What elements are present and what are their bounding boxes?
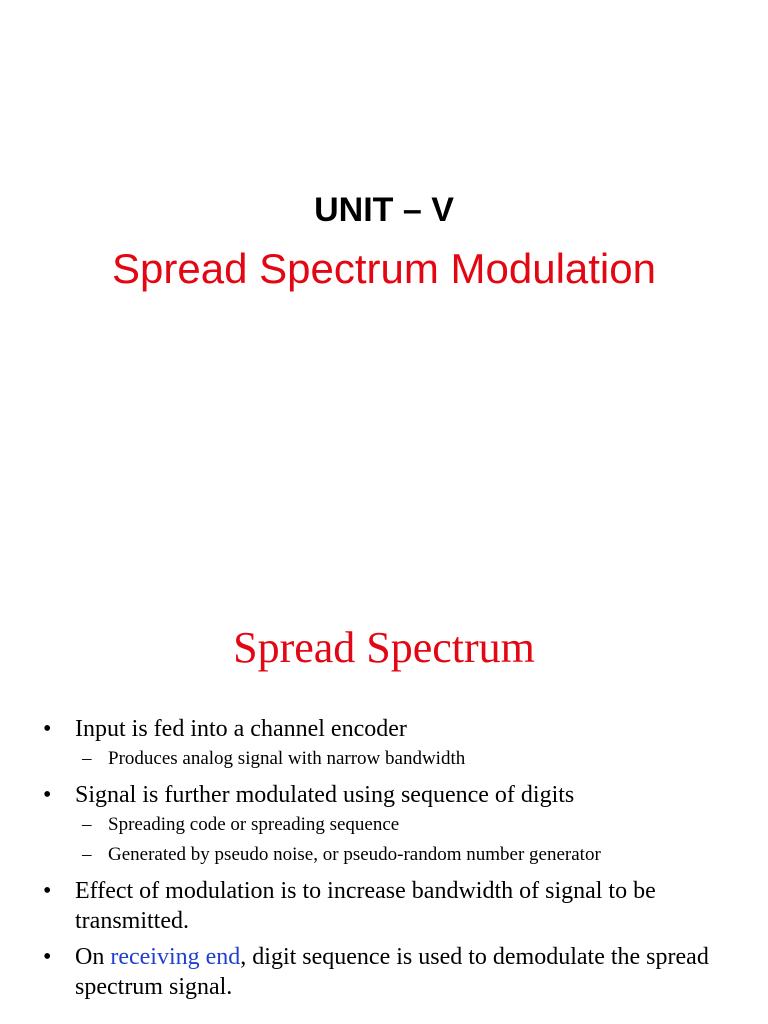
slide-title: Spread Spectrum <box>233 623 535 672</box>
receiving-end-link[interactable]: receiving end <box>110 944 241 970</box>
sub-bullet-item <box>0 810 768 840</box>
bullet-text-suffix: , digit sequence is used to demodulate the spread spectrum signal. <box>75 944 709 1000</box>
sub-bullet-item <box>0 840 768 870</box>
sub-bullet-item <box>0 744 768 774</box>
bullet-item <box>0 942 768 1002</box>
sub-bullet-text: Produces analog signal with narrow bandwidth <box>108 748 466 769</box>
unit-heading: UNIT – V <box>314 191 454 229</box>
dash-icon: – <box>82 844 92 865</box>
bullet-item <box>0 876 768 936</box>
bullet-icon: • <box>43 878 52 904</box>
bullet-item <box>0 780 768 810</box>
slide-title: Spread Spectrum Modulation <box>112 245 656 292</box>
bullet-text-prefix: On <box>75 944 111 970</box>
bullet-icon: • <box>43 716 52 742</box>
bullet-text: Signal is further modulated using sequence of digits <box>75 782 575 808</box>
bullet-icon: • <box>43 782 52 808</box>
slide-spread-spectrum <box>0 576 768 1024</box>
bullet-text: Input is fed into a channel encoder <box>75 716 407 742</box>
bullet-icon: • <box>43 944 52 970</box>
sub-bullet-text: Generated by pseudo noise, or pseudo-random number generator <box>108 844 601 865</box>
bullet-list <box>0 714 768 1002</box>
bullet-text: Effect of modulation is to increase bandwidth of signal to be transmitted. <box>75 878 656 934</box>
bullet-item <box>0 714 768 744</box>
dash-icon: – <box>82 748 92 769</box>
dash-icon: – <box>82 814 92 835</box>
sub-bullet-text: Spreading code or spreading sequence <box>108 814 400 835</box>
